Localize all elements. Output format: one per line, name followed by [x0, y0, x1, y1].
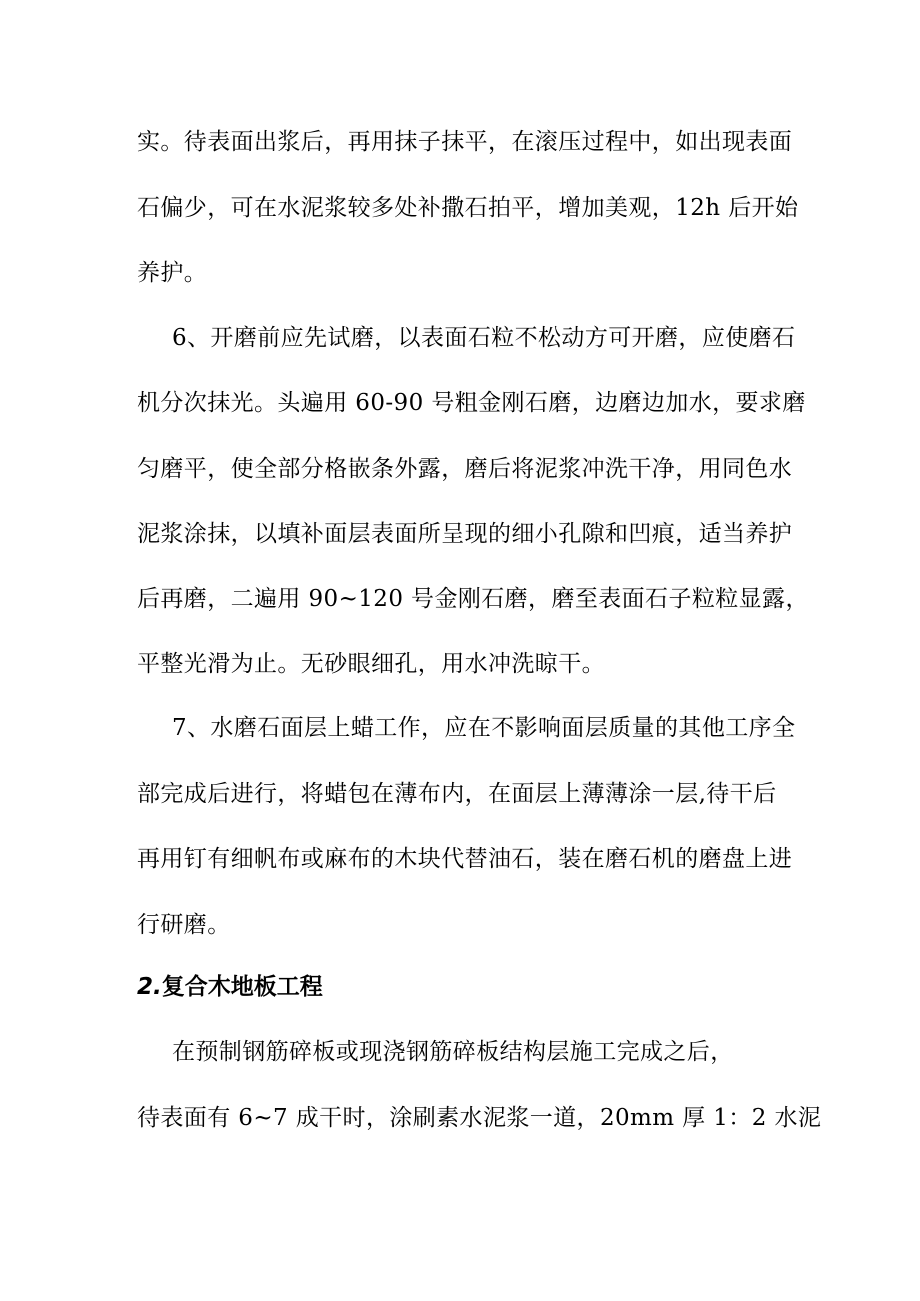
text-line: 机分次抹光。头遍用 60-90 号粗金刚石磨，边磨边加水，要求磨 [137, 390, 806, 416]
text-line: 匀磨平，使全部分格嵌条外露，磨后将泥浆冲洗干净，用同色水 [137, 456, 793, 482]
text-line: 待表面有 6~7 成干时，涂刷素水泥浆一道，20mm 厚 1：2 水泥 [137, 1105, 822, 1131]
text-line: 泥浆涂抹，以填补面层表面所呈现的细小孔隙和凹痕，适当养护 [137, 521, 793, 547]
text-line: 6、开磨前应先试磨，以表面石粒不松动方可开磨，应使磨石 [172, 325, 796, 351]
section-heading [137, 972, 323, 1002]
section-number: 2. [137, 974, 162, 1000]
text-line: 养护。 [137, 260, 208, 286]
text-line: 后再磨，二遍用 90~120 号金刚石磨，磨至表面石子粒粒显露， [137, 586, 809, 612]
text-line: 行研磨。 [137, 912, 231, 938]
section-title: 复合木地板工程 [161, 974, 323, 1000]
text-line: 再用钉有细帆布或麻布的木块代替油石，装在磨石机的磨盘上进 [137, 846, 793, 872]
text-line: 7、水磨石面层上蜡工作，应在不影响面层质量的其他工序全 [172, 715, 796, 741]
text-line: 在预制钢筋碎板或现浇钢筋碎板结构层施工完成之后， [172, 1039, 734, 1065]
text-line: 石偏少，可在水泥浆较多处补撒石拍平，增加美观，12h 后开始 [137, 195, 799, 221]
text-line: 实。待表面出浆后，再用抹子抹平，在滚压过程中，如出现表面 [137, 129, 793, 155]
text-line: 部完成后进行，将蜡包在薄布内，在面层上薄薄涂一层,待干后 [137, 781, 777, 807]
text-line: 平整光滑为止。无砂眼细孔，用水冲洗晾干。 [137, 651, 605, 677]
